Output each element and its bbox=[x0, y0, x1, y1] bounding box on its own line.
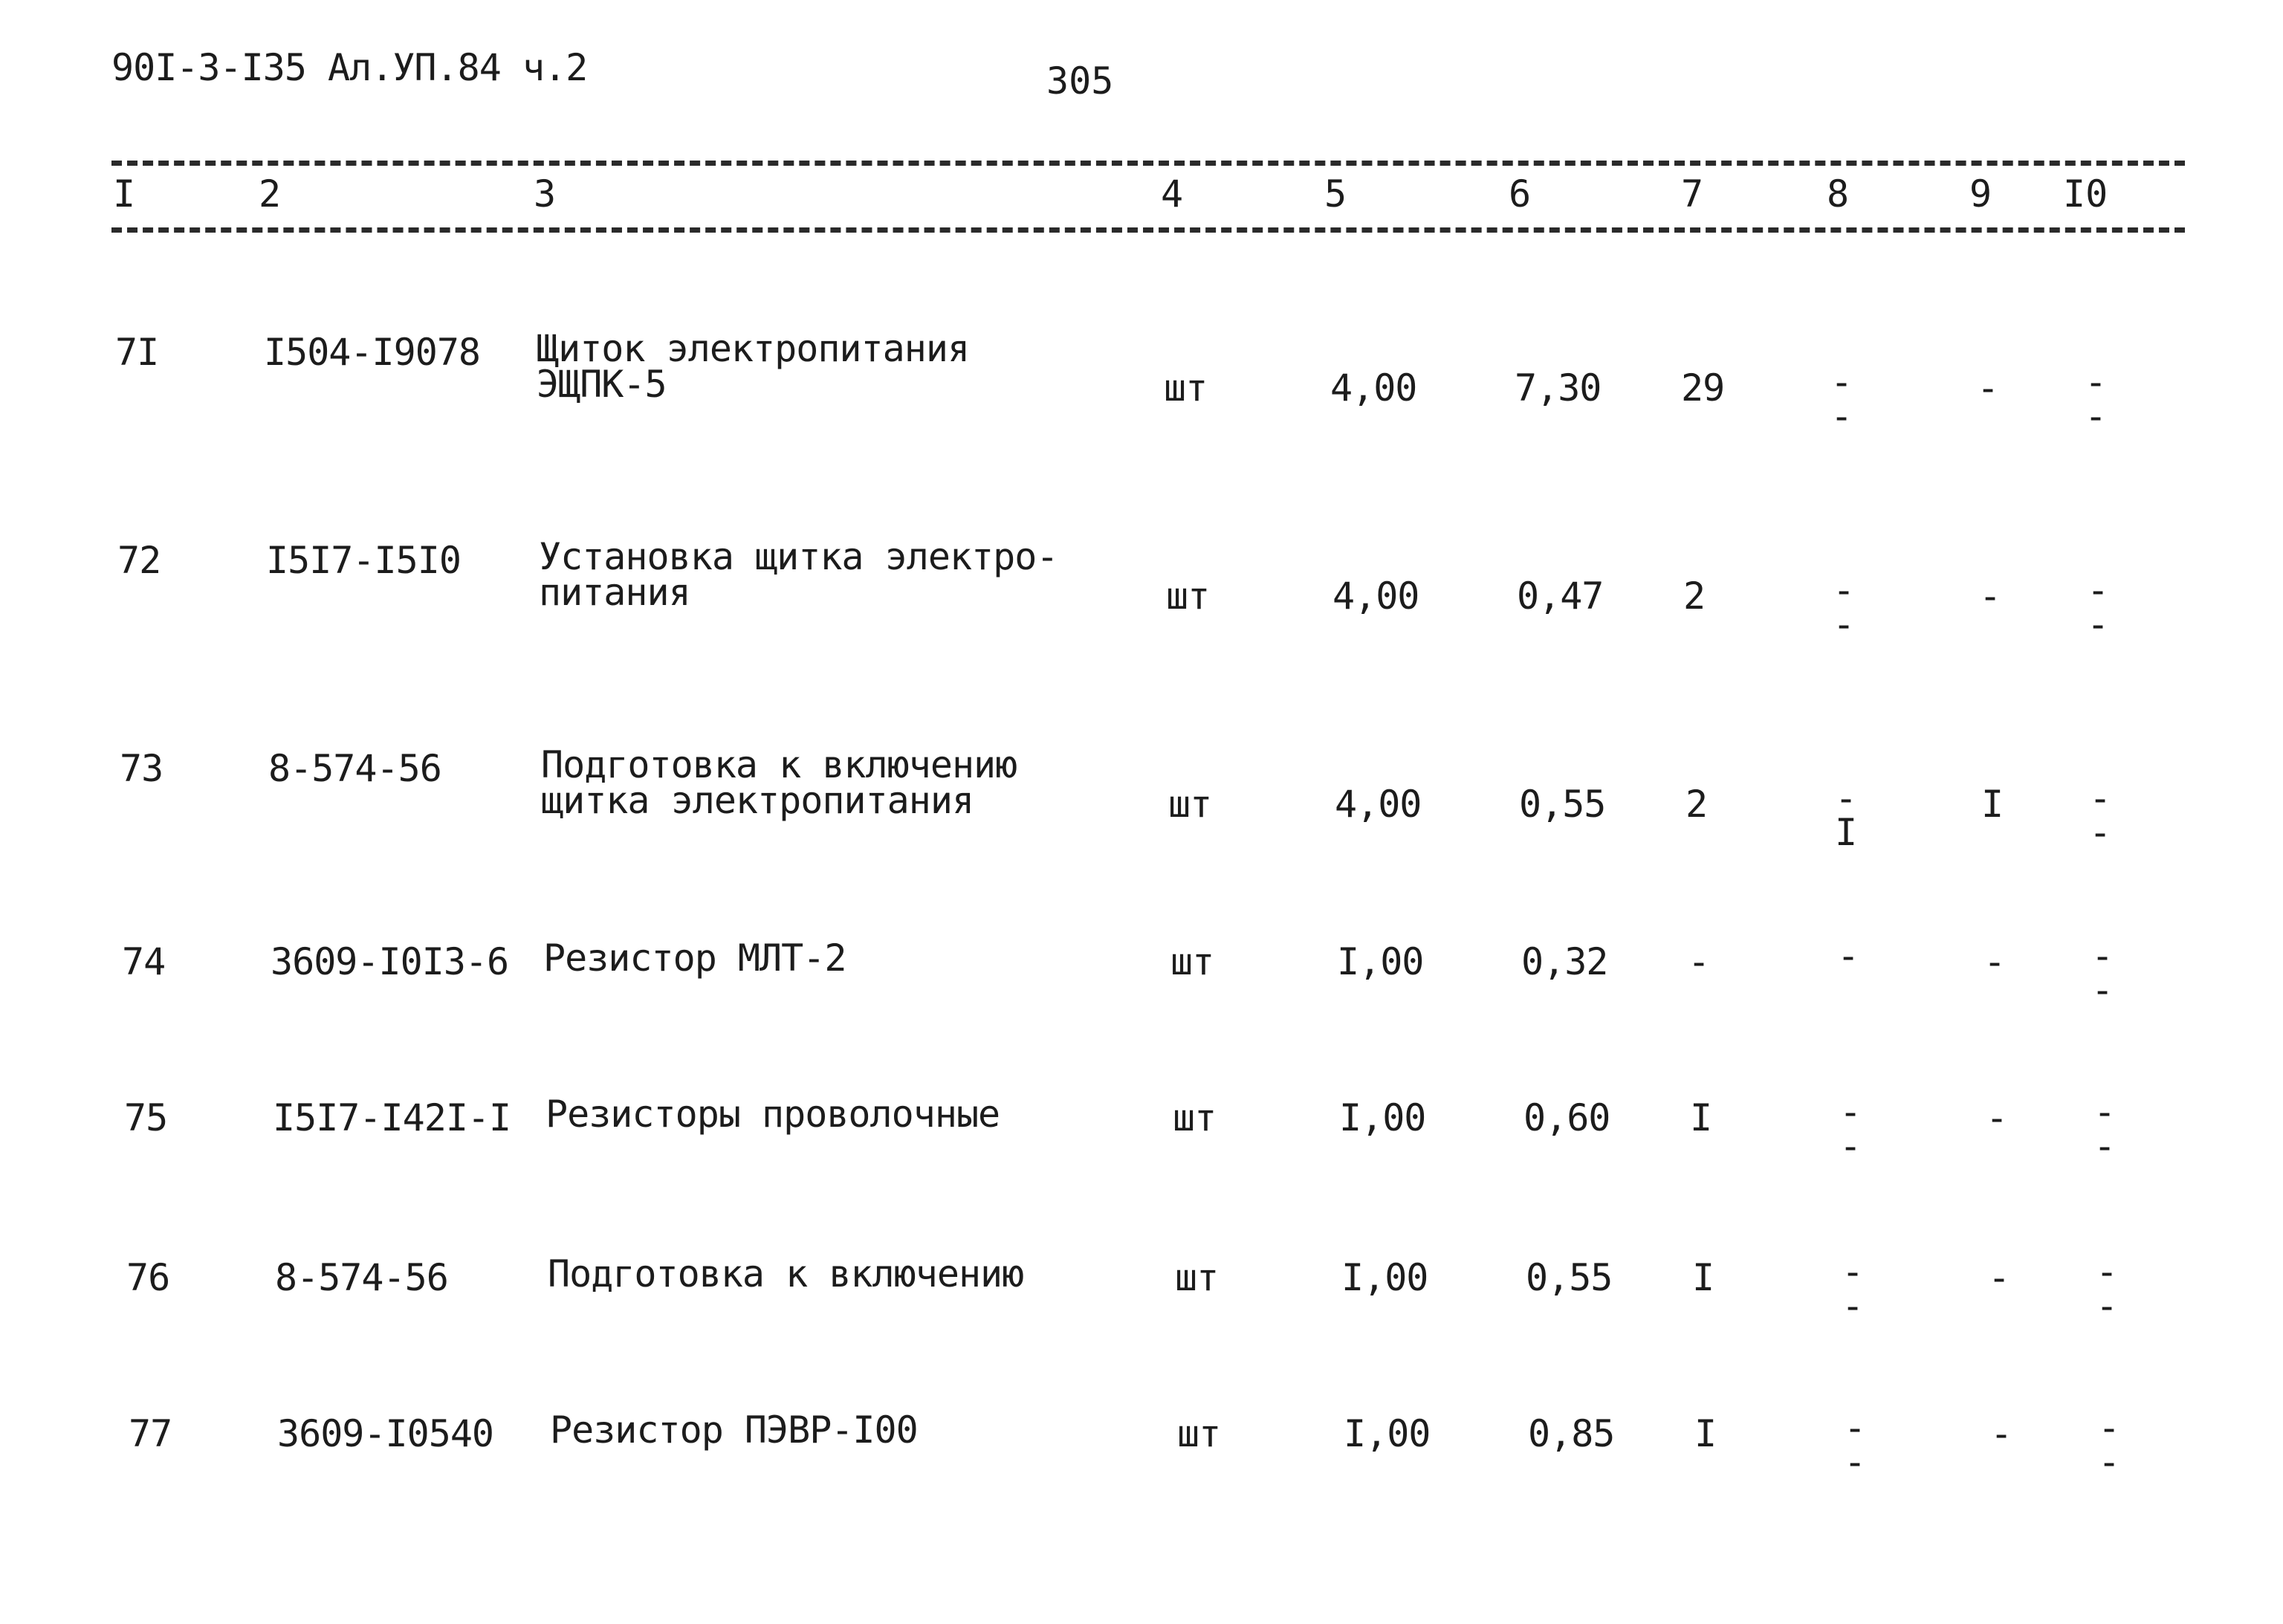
col10-values-line: - bbox=[2086, 603, 2110, 646]
col10-values bbox=[2081, 360, 2111, 438]
item-code: I504-I9078 bbox=[264, 331, 481, 374]
col9-value: - bbox=[1977, 366, 1999, 410]
col9-value: - bbox=[1984, 940, 2006, 983]
col8-values-line: - bbox=[1839, 1090, 1862, 1133]
item-name-line: ЭЩПК-5 bbox=[537, 363, 667, 406]
col10-values bbox=[2092, 1250, 2122, 1327]
col7-value: I bbox=[1690, 1096, 1712, 1139]
col8-values-line: - bbox=[1843, 1406, 1867, 1449]
col6-value: 0,47 bbox=[1517, 575, 1604, 618]
row-number: 76 bbox=[126, 1256, 170, 1299]
col8-values bbox=[1838, 1250, 1868, 1327]
unit-of-measure: шт bbox=[1175, 1256, 1219, 1299]
row-number: 75 bbox=[124, 1096, 168, 1139]
table-row bbox=[0, 1250, 2283, 1360]
item-name bbox=[548, 1252, 1024, 1295]
col10-values-line: - bbox=[2088, 811, 2112, 854]
col9-value: - bbox=[1990, 1412, 2012, 1455]
table-row bbox=[0, 743, 2283, 854]
col10-values bbox=[2094, 1406, 2124, 1484]
col8-values-line: - bbox=[1832, 569, 1856, 612]
item-name-line: Резистор МЛТ-2 bbox=[543, 936, 846, 980]
col8-values bbox=[1836, 1090, 1865, 1168]
unit-of-measure: шт bbox=[1177, 1412, 1221, 1455]
col8-values bbox=[1840, 1406, 1870, 1484]
col8-values-line: I bbox=[1834, 811, 1858, 854]
item-name-line: Подготовка к включению bbox=[548, 1252, 1024, 1295]
item-name bbox=[545, 1093, 1000, 1136]
item-name-line: щитка электропитания bbox=[541, 779, 974, 822]
col10-values-line: - bbox=[2086, 569, 2110, 612]
item-code: 8-574-56 bbox=[268, 747, 441, 790]
col8-values-line: - bbox=[1834, 777, 1858, 820]
col8-values-line: - bbox=[1830, 360, 1853, 404]
table-rule-bottom bbox=[111, 227, 2185, 233]
col6-value: 0,55 bbox=[1526, 1256, 1613, 1299]
unit-of-measure: шт bbox=[1164, 366, 1208, 410]
col10-values bbox=[2088, 934, 2117, 1012]
row-number: 73 bbox=[120, 747, 163, 790]
col9-value: I bbox=[1981, 783, 2004, 826]
column-header-7: 7 bbox=[1681, 172, 1704, 216]
col10-values-line: - bbox=[2084, 360, 2108, 404]
col10-values-line: - bbox=[2093, 1125, 2117, 1168]
column-header-5: 5 bbox=[1324, 172, 1347, 216]
quantity-value: I,00 bbox=[1344, 1412, 1431, 1455]
column-header-2: 2 bbox=[259, 172, 282, 216]
quantity-value: 4,00 bbox=[1330, 366, 1417, 410]
item-name-line: Резистор ПЭВР-I00 bbox=[550, 1408, 918, 1452]
quantity-value: 4,00 bbox=[1332, 575, 1419, 618]
table-row bbox=[0, 1406, 2283, 1516]
table-row bbox=[0, 934, 2283, 1044]
column-header-9: 9 bbox=[1969, 172, 1992, 216]
item-code: 8-574-56 bbox=[275, 1256, 448, 1299]
column-header-1: I bbox=[113, 172, 136, 216]
col10-values-line: - bbox=[2097, 1406, 2121, 1449]
unit-of-measure: шт bbox=[1166, 575, 1210, 618]
col10-values-line: - bbox=[2091, 934, 2114, 977]
table-row bbox=[0, 1090, 2283, 1200]
item-name-line: Щиток электропитания bbox=[537, 327, 970, 370]
item-code: 3609-I0I3-6 bbox=[271, 940, 509, 983]
col10-values-line: - bbox=[2097, 1440, 2121, 1484]
unit-of-measure: шт bbox=[1170, 940, 1214, 983]
item-code: I5I7-I42I-I bbox=[273, 1096, 511, 1139]
item-name-line: Установка щитка электро- bbox=[539, 535, 1058, 578]
column-header-10: I0 bbox=[2063, 172, 2108, 216]
item-name bbox=[541, 743, 1017, 822]
column-header-3: 3 bbox=[534, 172, 557, 216]
col7-value: I bbox=[1694, 1412, 1717, 1455]
item-name-line: Резисторы проволочные bbox=[545, 1093, 1000, 1136]
item-name-line: питания bbox=[539, 571, 690, 614]
col10-values-line: - bbox=[2095, 1250, 2119, 1293]
unit-of-measure: шт bbox=[1168, 783, 1212, 826]
col6-value: 7,30 bbox=[1515, 366, 1602, 410]
col8-values bbox=[1831, 777, 1861, 854]
col8-values-line: - bbox=[1836, 934, 1860, 977]
col9-value: - bbox=[1988, 1256, 2010, 1299]
col8-values-line: - bbox=[1830, 395, 1853, 438]
col8-values bbox=[1827, 360, 1856, 438]
col8-values bbox=[1833, 934, 1863, 977]
col6-value: 0,55 bbox=[1519, 783, 1606, 826]
col10-values-line: - bbox=[2093, 1090, 2117, 1133]
col10-values-line: - bbox=[2084, 395, 2108, 438]
col8-values-line: - bbox=[1839, 1125, 1862, 1168]
quantity-value: I,00 bbox=[1339, 1096, 1426, 1139]
page-number: 305 bbox=[1046, 59, 1114, 103]
item-name-line: Подготовка к включению bbox=[541, 743, 1017, 786]
col9-value: - bbox=[1986, 1096, 2008, 1139]
table-row bbox=[0, 535, 2283, 646]
item-name bbox=[543, 936, 846, 980]
col8-values-line: - bbox=[1832, 603, 1856, 646]
table-row bbox=[0, 327, 2283, 438]
column-header-4: 4 bbox=[1161, 172, 1184, 216]
item-code: I5I7-I5I0 bbox=[266, 539, 461, 582]
document-reference: 90I-3-I35 Ал.УП.84 ч.2 bbox=[111, 46, 588, 89]
item-name bbox=[539, 535, 1058, 614]
unit-of-measure: шт bbox=[1173, 1096, 1217, 1139]
item-name bbox=[550, 1408, 918, 1452]
item-name bbox=[537, 327, 970, 406]
col10-values bbox=[2083, 569, 2113, 646]
col6-value: 0,85 bbox=[1528, 1412, 1615, 1455]
col7-value: I bbox=[1692, 1256, 1714, 1299]
col6-value: 0,32 bbox=[1521, 940, 1608, 983]
quantity-value: I,00 bbox=[1341, 1256, 1428, 1299]
col10-values-line: - bbox=[2091, 968, 2114, 1012]
col6-value: 0,60 bbox=[1523, 1096, 1610, 1139]
item-code: 3609-I0540 bbox=[277, 1412, 494, 1455]
col8-values-line: - bbox=[1841, 1284, 1865, 1327]
column-header-8: 8 bbox=[1827, 172, 1850, 216]
col7-value: 2 bbox=[1683, 575, 1706, 618]
row-number: 74 bbox=[122, 940, 166, 983]
col10-values-line: - bbox=[2088, 777, 2112, 820]
row-number: 72 bbox=[117, 539, 161, 582]
col8-values bbox=[1829, 569, 1859, 646]
column-header-6: 6 bbox=[1509, 172, 1532, 216]
row-number: 77 bbox=[129, 1412, 172, 1455]
col7-value: 2 bbox=[1685, 783, 1708, 826]
quantity-value: I,00 bbox=[1337, 940, 1424, 983]
quantity-value: 4,00 bbox=[1335, 783, 1422, 826]
col9-value: - bbox=[1979, 575, 2001, 618]
col7-value: - bbox=[1688, 940, 1710, 983]
col10-values-line: - bbox=[2095, 1284, 2119, 1327]
table-rule-top bbox=[111, 161, 2185, 166]
col10-values bbox=[2090, 1090, 2120, 1168]
col10-values bbox=[2085, 777, 2115, 854]
col8-values-line: - bbox=[1841, 1250, 1865, 1293]
col8-values-line: - bbox=[1843, 1440, 1867, 1484]
row-number: 7I bbox=[115, 331, 159, 374]
col7-value: 29 bbox=[1681, 366, 1725, 410]
